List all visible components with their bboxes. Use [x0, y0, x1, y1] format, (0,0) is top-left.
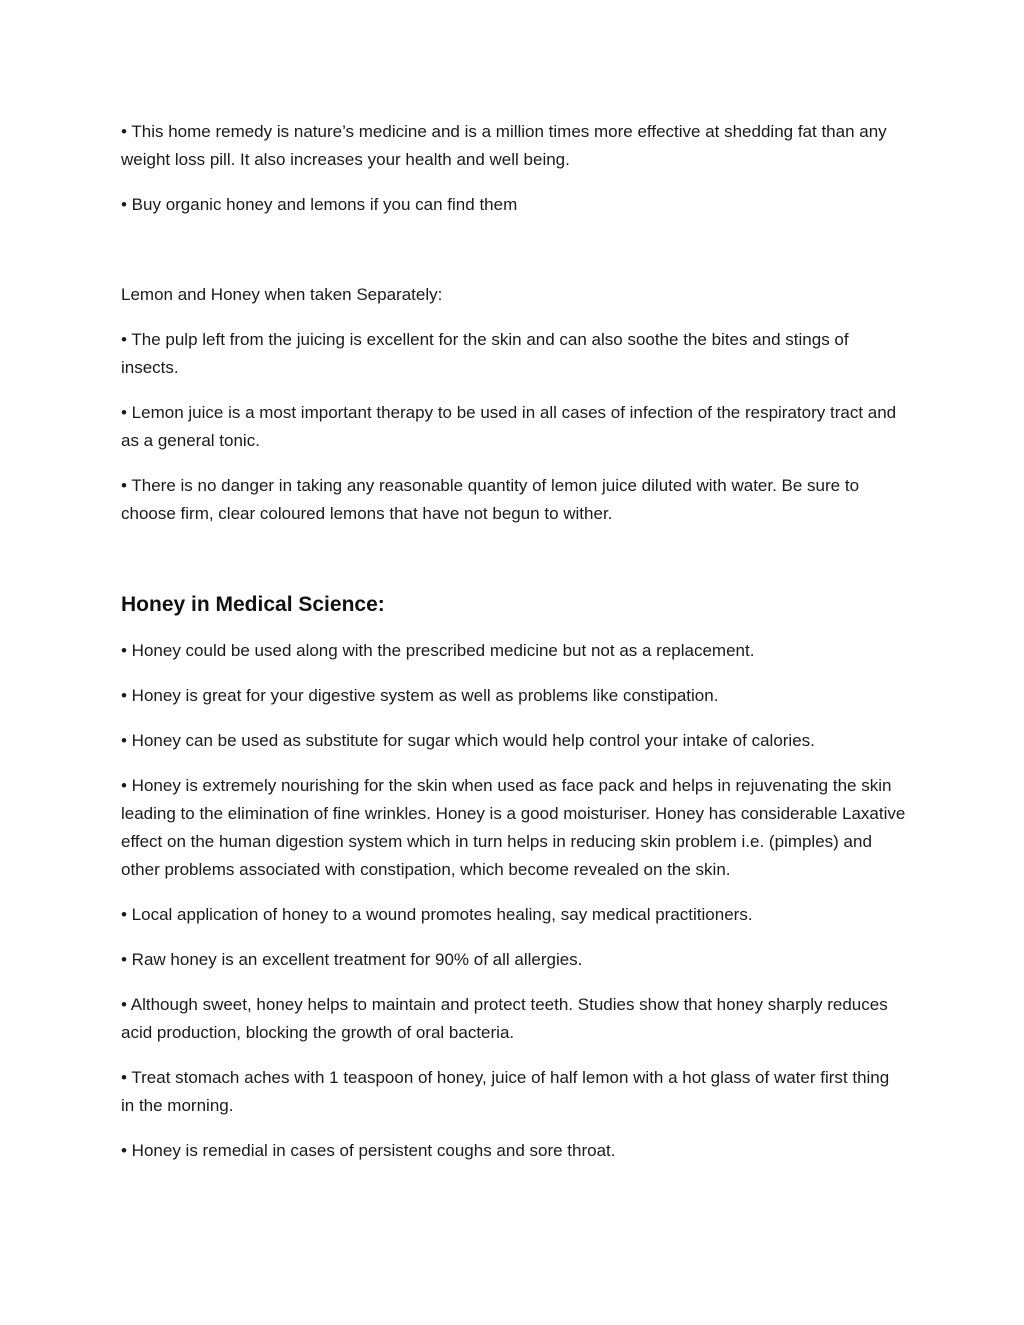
bullet-honey-teeth: • Although sweet, honey helps to maintain and protect teeth. Studies show that honey sharply reduces acid production, blocking the growth of oral bacteria. — [121, 995, 888, 1042]
bullet-honey-sugar-substitute: • Honey can be used as substitute for sugar which would help control your intake of calories. — [121, 731, 815, 750]
document-page — [121, 118, 907, 1182]
bullet-lemon-respiratory: • Lemon juice is a most important therapy to be used in all cases of infection of the respiratory tract and as a general tonic. — [121, 403, 897, 450]
bullet-honey-skin: • Honey is extremely nourishing for the skin when used as face pack and helps in rejuvenating the skin leading to the elimination of fine wrinkles. Honey is a good moisturiser. Honey has considerable Laxative effect on the human digestion system which in turn helps in reducing skin problem i.e. (pimples) and other problems associated with constipation, which become revealed on the skin. — [121, 776, 906, 879]
blank-line — [121, 545, 907, 591]
bullet-honey-digestive: • Honey is great for your digestive system as well as problems like constipation. — [121, 686, 719, 705]
bullet-stomach-aches: • Treat stomach aches with 1 teaspoon of honey, juice of half lemon with a hot glass of water first thing in the morning. — [121, 1068, 890, 1115]
bullet-nature-medicine: • This home remedy is nature’s medicine and is a million times more effective at shedding fat than any weight loss pill. It also increases your health and well being. — [121, 122, 887, 169]
section-heading-honey-medical-science: Honey in Medical Science: — [121, 593, 385, 616]
blank-line — [121, 236, 907, 281]
bullet-lemon-juice-diluted: • There is no danger in taking any reasonable quantity of lemon juice diluted with water. Be sure to choose firm, clear coloured lemons that have not begun to wither. — [121, 476, 860, 523]
bullet-honey-with-medicine: • Honey could be used along with the prescribed medicine but not as a replacement. — [121, 641, 755, 660]
bullet-raw-honey-allergies: • Raw honey is an excellent treatment for 90% of all allergies. — [121, 950, 583, 969]
bullet-buy-organic: • Buy organic honey and lemons if you can find them — [121, 195, 518, 214]
section-heading-lemon-honey-separately: Lemon and Honey when taken Separately: — [121, 285, 443, 304]
bullet-honey-wound: • Local application of honey to a wound promotes healing, say medical practitioners. — [121, 905, 753, 924]
bullet-coughs-sore-throat: • Honey is remedial in cases of persistent coughs and sore throat. — [121, 1141, 616, 1160]
bullet-pulp-skin: • The pulp left from the juicing is excellent for the skin and can also soothe the bites and stings of insects. — [121, 330, 849, 377]
